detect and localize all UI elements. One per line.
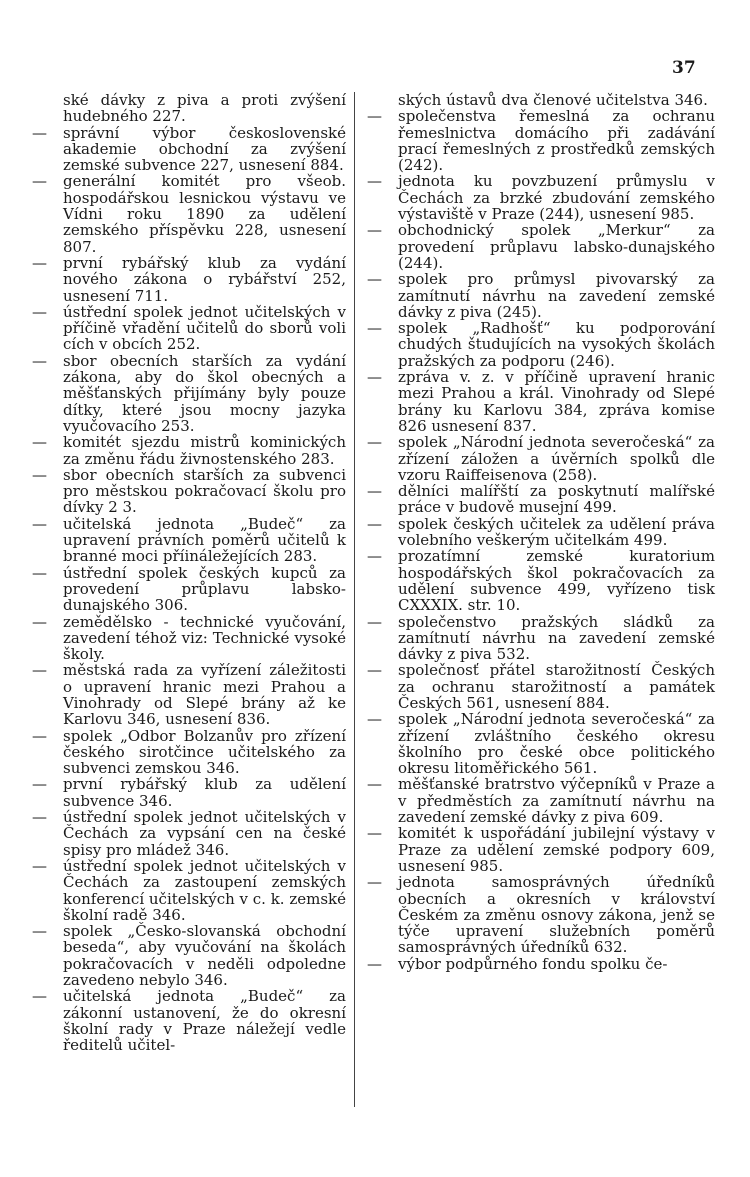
entry-text: ústřední spolek českých kupců za provedení průplavu labsko-dunajského 306. (63, 563, 346, 615)
entry-dash: — (32, 302, 47, 321)
entry-dash: — (367, 482, 382, 501)
entry-text: městská rada za vyřízení záležitosti o upravení hranic mezi Prahou a Vinohrady od Slepé brány až ke Karlovu 346, usnesení 836. (63, 661, 346, 729)
entry-text: učitelská jednota „Budeč“ za zákonní ustanovení, že do okresní školní rady v Praze náležejí vedle ředitelů učitel- (63, 987, 346, 1055)
entry-text: spolek „Česko-slovanská obchodní beseda“, aby vyučování na školách pokračovacích v neděli odpoledne zavedeno nebylo 346. (63, 922, 346, 990)
column-divider (354, 92, 355, 1107)
left-entry (32, 92, 346, 125)
entry-dash: — (32, 612, 47, 631)
entry-text: výbor podpůrného fondu spolku če- (398, 954, 668, 973)
entry-text: ústřední spolek jednot učitelských v příčině vřadění učitelů do sborů voli cích v obcích 252. (63, 302, 346, 354)
entry-dash: — (32, 172, 47, 191)
entry-dash: — (367, 270, 382, 289)
entry-text: ústřední spolek jednot učitelských v Čechách za vypsání cen na české spisy pro mládež 346. (63, 808, 346, 859)
right-entry (367, 320, 715, 369)
right-entry (367, 483, 715, 516)
entry-text: sbor obecních starších za subvenci pro městskou pokračovací školu pro dívky 2 3. (63, 465, 346, 517)
right-entry (367, 108, 715, 173)
left-entry (32, 614, 346, 663)
right-entry (367, 222, 715, 271)
left-column (32, 92, 346, 1054)
entry-text: ské dávky z piva a proti zvýšení hudebného 227. (63, 91, 346, 126)
entry-text: spolek „Odbor Bolzanův pro zřízení českého sirotčince učitelského za subvenci zemskou 346. (63, 726, 346, 778)
entry-text: první rybářský klub za vydání nového zákona o rybářství 252, usnesení 711. (63, 253, 346, 305)
entry-text: generální komitét pro všeob. hospodářskou lesnickou výstavu ve Vídni roku 1890 za udělení zemského příspěvku 228, usnesení 807. (63, 172, 346, 256)
entry-text: zpráva v. z. v příčině upravení hranic mezi Prahou a král. Vinohrady od Slepé brány ku Karlovu 384, zpráva komise 826 usnesení 837. (398, 368, 715, 435)
entry-dash: — (32, 433, 47, 452)
right-entry (367, 271, 715, 320)
entry-text: první rybářský klub za udělení subvence 346. (63, 775, 346, 810)
entry-dash: — (367, 319, 382, 338)
entry-text: správní výbor československé akademie obchodní za zvýšení zemské subvence 227, usnesení 884. (63, 123, 346, 175)
right-column (367, 92, 715, 972)
right-entry (367, 711, 715, 776)
right-entry (367, 434, 715, 483)
entry-text: společenstva řemeslná za ochranu řemeslnictva domácího při zadávání prací řemeslných z prostředků zemských (242). (398, 107, 715, 175)
entry-text: spolek „Radhošť“ ku podporování chudých študujících na vysokých školách pražských za podporu (246). (398, 319, 715, 370)
entry-text: spolek „Národní jednota severočeská“ za zřízení zvláštního českého okresu školního pro české obce politického okresu litoměřického 561. (398, 710, 715, 778)
entry-dash: — (32, 726, 47, 745)
left-entry (32, 923, 346, 988)
entry-text: obchodnický spolek „Merkur“ za provedení průplavu labsko-dunajského (244). (398, 221, 715, 272)
right-entry (367, 516, 715, 549)
entry-dash: — (32, 856, 47, 875)
entry-dash: — (367, 514, 382, 533)
entry-text: společnosť přátel starožitností Českých za ochranu starožitností a památek Českých 561, usnesení 884. (398, 661, 715, 712)
entry-dash: — (367, 775, 382, 794)
entry-dash: — (367, 824, 382, 843)
entry-text: společenstvo pražských sládků za zamítnutí návrhu na zavedení zemské dávky z piva 532. (398, 612, 715, 664)
entry-text: dělníci malířští za poskytnutí malířské práce v budově musejní 499. (398, 482, 715, 517)
left-entry (32, 565, 346, 614)
left-entry (32, 776, 346, 809)
entry-text: spolek pro průmysl pivovarský za zamítnutí návrhu na zavedení zemské dávky z piva (245). (398, 270, 715, 321)
entry-dash: — (367, 710, 382, 729)
right-entry (367, 369, 715, 434)
entry-dash: — (367, 107, 382, 126)
entry-text: měšťanské bratrstvo výčepníků v Praze a v předměstích za zamítnutí návrhu na zavedení zemské dávky z piva 609. (398, 775, 715, 827)
entry-dash: — (32, 253, 47, 272)
entry-text: zemědělsko - technické vyučování, zavedení téhož viz: Technické vysoké školy. (63, 612, 346, 664)
entry-text: komitét k uspořádání jubilejní výstavy v Praze za udělení zemské podpory 609, usnesení 985. (398, 824, 715, 875)
right-entry (367, 173, 715, 222)
entry-text: učitelská jednota „Budeč“ za upravení právních poměrů učitelů k branné moci příináležejících 283. (63, 514, 346, 566)
left-entry (32, 353, 346, 434)
right-entry (367, 548, 715, 613)
entry-text: spolek českých učitelek za udělení práva volebního veškerým učitelkám 499. (398, 514, 715, 550)
entry-dash: — (32, 661, 47, 680)
entry-text: ústřední spolek jednot učitelských v Čechách za zastoupení zemských konferencí učitelských v c. k. zemské školní radě 346. (63, 856, 347, 924)
left-entry (32, 809, 346, 858)
right-entry (367, 614, 715, 663)
entry-dash: — (367, 954, 382, 973)
left-entry (32, 125, 346, 174)
left-entry (32, 728, 346, 777)
entry-dash: — (367, 873, 382, 892)
entry-dash: — (367, 433, 382, 452)
entry-text: ských ústavů dva členové učitelstva 346. (398, 91, 708, 109)
right-entry (367, 776, 715, 825)
entry-dash: — (32, 123, 47, 142)
left-entry (32, 988, 346, 1053)
entry-dash: — (32, 351, 47, 370)
entry-dash: — (32, 465, 47, 484)
left-entry (32, 516, 346, 565)
right-entry (367, 874, 715, 955)
left-entry (32, 173, 346, 254)
entry-dash: — (32, 987, 47, 1006)
entry-dash: — (367, 661, 382, 680)
left-entry (32, 304, 346, 353)
entry-text: komitét sjezdu mistrů kominických za změnu řádu živnostenského 283. (63, 433, 346, 468)
entry-text: sbor obecních starších za vydání zákona, aby do škol obecných a měšťanských přijímány byly pouze dítky, které jsou mocny jazyka vyučovacího 253. (63, 351, 346, 435)
entry-dash: — (32, 775, 47, 794)
left-entry (32, 662, 346, 727)
entry-dash: — (367, 547, 382, 566)
entry-dash: — (367, 221, 382, 240)
left-entry (32, 255, 346, 304)
page-number: 37 (672, 58, 696, 78)
entry-text: prozatímní zemské kuratorium hospodářských škol pokračovacích za udělení subvence 499, vyřízeno tisk CXXXIX. str. 10. (398, 547, 715, 615)
entry-dash: — (367, 612, 382, 631)
entry-dash: — (32, 922, 47, 941)
right-entry (367, 825, 715, 874)
entry-text: spolek „Národní jednota severočeská“ za zřízení záložen a úvěrních spolků dle vzoru Raiffeisenova (258). (398, 433, 715, 484)
entry-text: jednota samosprávných úředníků obecních a okresních v království Českém za změnu osnovy zákona, jenž se týče upravení služebních poměrů samosprávných úředníků 632. (398, 873, 715, 957)
entry-dash: — (32, 514, 47, 533)
entry-text: jednota ku povzbuzení průmyslu v Čechách za brzké zbudování zemského výstaviště v Praze (244), usnesení 985. (398, 172, 715, 224)
entry-dash: — (32, 563, 47, 582)
right-entry (367, 956, 715, 972)
entry-dash: — (32, 808, 47, 827)
left-entry (32, 858, 346, 923)
left-entry (32, 467, 346, 516)
entry-dash: — (367, 368, 382, 387)
left-entry (32, 434, 346, 467)
right-entry (367, 92, 715, 108)
right-entry (367, 662, 715, 711)
entry-dash: — (367, 172, 382, 191)
